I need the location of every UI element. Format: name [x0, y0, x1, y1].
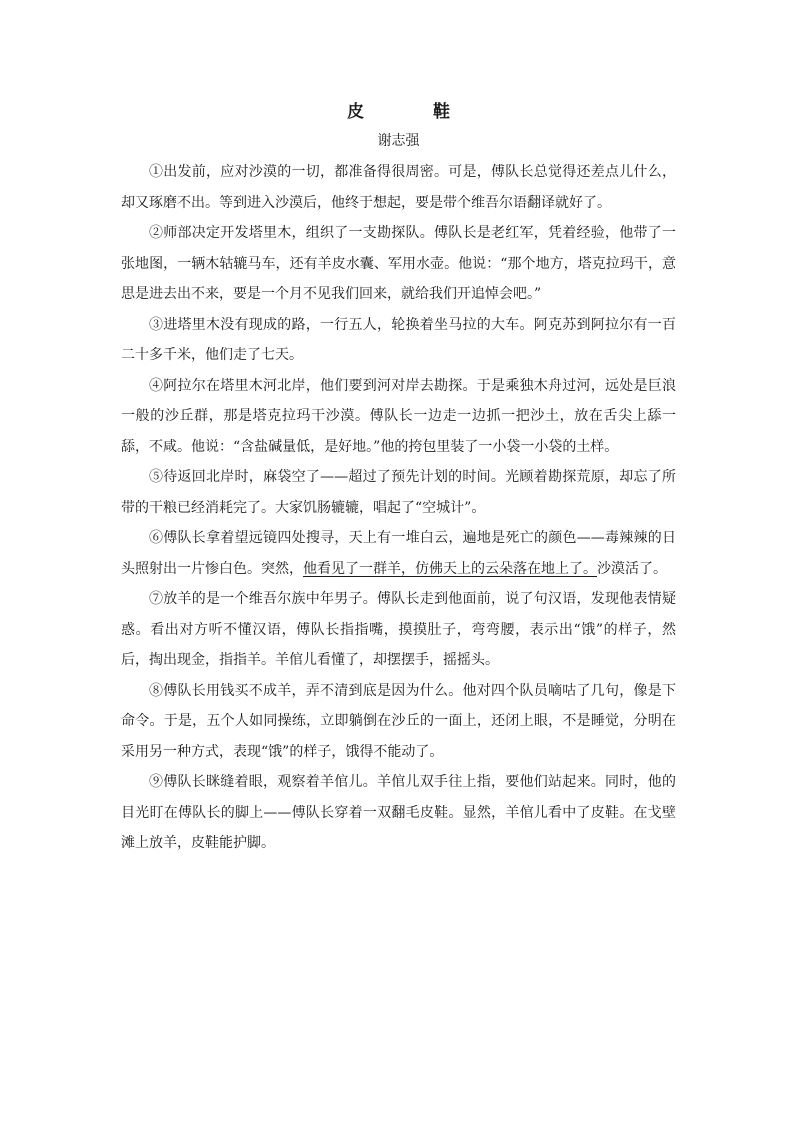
paragraph-9: ⑨傅队长眯缝着眼，观察着羊倌儿。羊倌儿双手往上指，要他们站起来。同时，他的目光盯在傅队长的脚上——傅队长穿着一双翻毛皮鞋。显然，羊倌儿看中了皮鞋。在戈壁滩上放羊，皮鞋能护脚。: [121, 774, 676, 851]
paragraph-4: ④阿拉尔在塔里木河北岸，他们要到河对岸去勘探。于是乘独木舟过河，远处是巨浪一般的沙丘群，那是塔克拉玛干沙漠。傅队长一边走一边抓一把沙土，放在舌尖上舔一舔，不咸。他说：“含盐碱量低，是好地。”他的挎包里装了一小袋一小袋的土样。: [121, 377, 676, 455]
paragraph-3: ③进塔里木没有现成的路，一行五人，轮换着坐马拉的大车。阿克苏到阿拉尔有一百二十多千米，他们走了七天。: [121, 316, 676, 363]
paragraph-6: [121, 523, 676, 584]
article: [121, 98, 676, 859]
article-title: 皮 鞋: [347, 102, 476, 122]
paragraph-8: ⑧傅队长用钱买不成羊，弄不清到底是因为什么。他对四个队员嘀咕了几句，像是下命令。于是，五个人如同操练，立即躺倒在沙丘的一面上，还闭上眼，不是睡觉，分明在采用另一种方式，表现“饿”的样子，饿得不能动了。: [121, 682, 676, 760]
paragraph-2: ②师部决定开发塔里木，组织了一支勘探队。傅队长是老红军，凭着经验，他带了一张地图，一辆木轱辘马车，还有羊皮水囊、军用水壶。他说：“那个地方，塔克拉玛干，意思是进去出不来，要是一个月不见我们回来，就给我们开追悼会吧。”: [121, 225, 676, 302]
paragraph-7: ⑦放羊的是一个维吾尔族中年男子。傅队长走到他面前，说了句汉语，发现他表情疑惑。看出对方听不懂汉语，傅队长指指嘴，摸摸肚子，弯弯腰，表示出“饿”的样子，然后，掏出现金，指指羊。羊倌儿看懂了，却摆摆手，摇摇头。: [121, 591, 676, 668]
paragraph-5: ⑤待返回北岸时，麻袋空了——超过了预先计划的时间。光顾着勘探荒原，却忘了所带的干粮已经消耗完了。大家饥肠辘辘，唱起了“空城计”。: [121, 469, 676, 516]
underlined-sentence: 他看见了一群羊，仿佛天上的云朵落在地上了。: [303, 560, 597, 577]
article-author: 谢志强: [377, 133, 420, 149]
paragraph-6-text-start: ⑥傅队长拿着望远镜四处搜寻，天上有一堆白云，遍地是死亡的颜色——毒辣辣的日头照射出一片惨白色。突然，: [121, 530, 676, 577]
paragraph-6-text-end: 沙漠活了。: [597, 560, 667, 577]
paragraph-1: ①出发前，应对沙漠的一切，都准备得很周密。可是，傅队长总觉得还差点儿什么，却又琢磨不出。等到进入沙漠后，他终于想起，要是带个维吾尔语翻译就好了。: [121, 164, 676, 211]
